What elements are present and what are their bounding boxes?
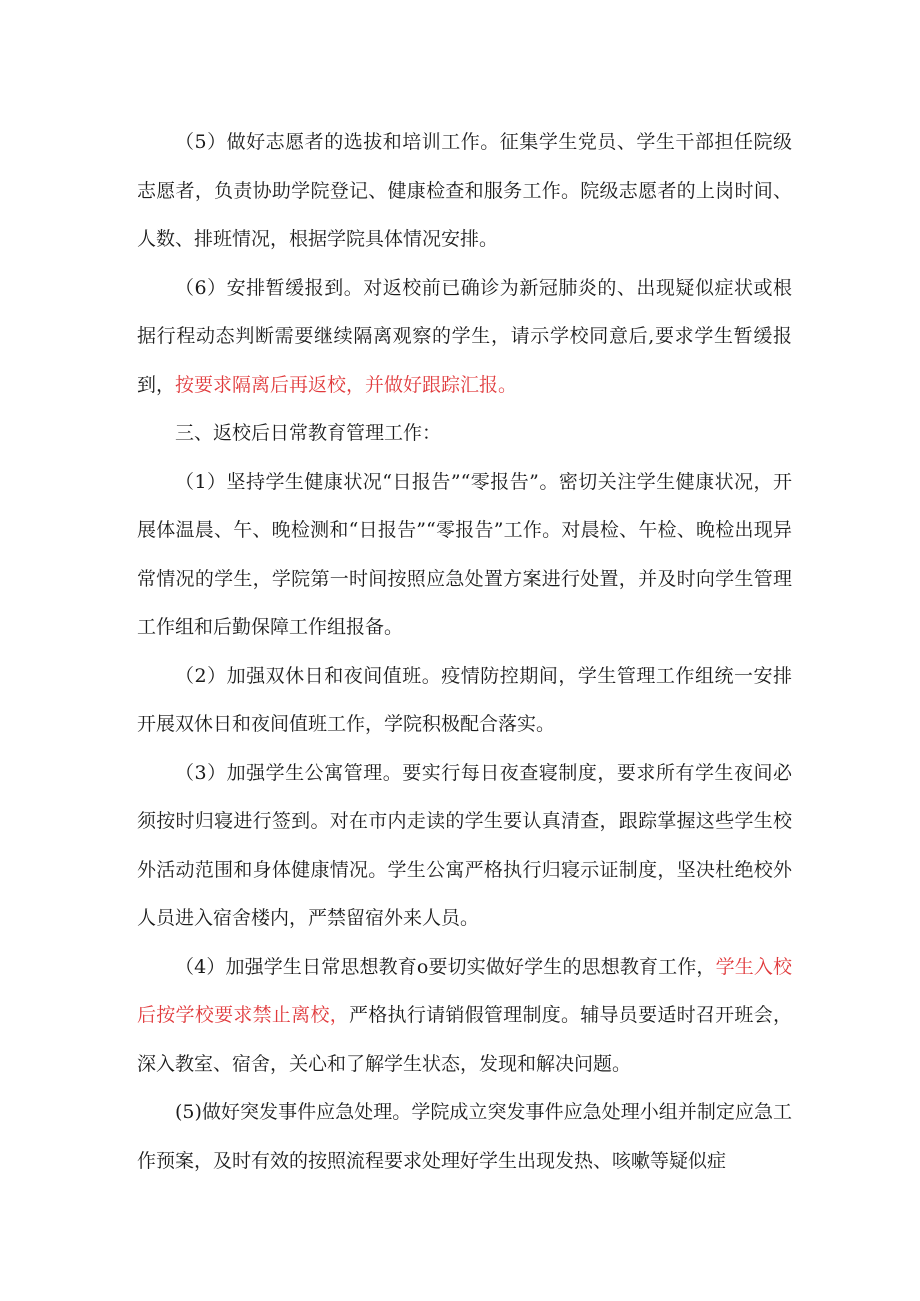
paragraph-text: （6）安排暂缓报到。对返校前已确诊为新冠肺炎的、出现疑似症状或根据行程动态判断需要继续隔离观察的学生，请示学校同意后,要求学生暂缓报到， [137, 276, 792, 396]
paragraph-health-reporting [137, 458, 792, 652]
paragraph-text: （4）加强学生日常思想教育o要切实做好学生的思想教育工作， [175, 955, 716, 978]
paragraph-text: （3）加强学生公寓管理。要实行每日夜查寝制度，要求所有学生夜间必须按时归寝进行签到。对在市内走读的学生要认真清查，跟踪掌握这些学生校外活动范围和身体健康情况。学生公寓严格执行归寝示证制度，坚决杜绝校外人员进入宿舍楼内，严禁留宿外来人员。 [137, 761, 792, 929]
paragraph-text: 严格执行请销假管理制度。辅导员要适时召开班会，深入教室、宿舍，关心和了解学生状态，发现和解决问题。 [137, 1004, 792, 1075]
paragraph-weekend-duty [137, 652, 792, 749]
highlighted-text: 按要求隔离后再返校，并做好跟踪汇报。 [175, 373, 518, 396]
paragraph-text: （2）加强双休日和夜间值班。疫情防控期间，学生管理工作组统一安排开展双休日和夜间值班工作，学院积极配合落实。 [137, 664, 792, 735]
section-heading-text: 三、返校后日常教育管理工作： [175, 422, 442, 444]
paragraph-emergency-handling [137, 1088, 792, 1185]
document-body [137, 118, 792, 1185]
paragraph-postpone-registration [137, 264, 792, 410]
paragraph-volunteer-training [137, 118, 792, 264]
paragraph-text: （5）做好志愿者的选拔和培训工作。征集学生党员、学生干部担任院级志愿者，负责协助学院登记、健康检查和服务工作。院级志愿者的上岗时间、人数、排班情况，根据学院具体情况安排。 [137, 131, 792, 250]
paragraph-dormitory-management [137, 749, 792, 943]
highlighted-text: 学生入校后按学校要求禁止离校， [137, 955, 792, 1026]
paragraph-text: （1）坚持学生健康状况“日报告”“零报告”。密切关注学生健康状况，开展体温晨、午、晚检测和“日报告”“零报告”工作。对晨检、午检、晚检出现异常情况的学生，学院第一时间按照应急处置方案进行处置，并及时向学生管理工作组和后勤保障工作组报备。 [137, 470, 792, 638]
section-heading [137, 409, 792, 458]
paragraph-ideological-education [137, 943, 792, 1089]
paragraph-text: (5)做好突发事件应急处理。学院成立突发事件应急处理小组并制定应急工作预案，及时有效的按照流程要求处理好学生出现发热、咳嗽等疑似症 [137, 1101, 792, 1172]
